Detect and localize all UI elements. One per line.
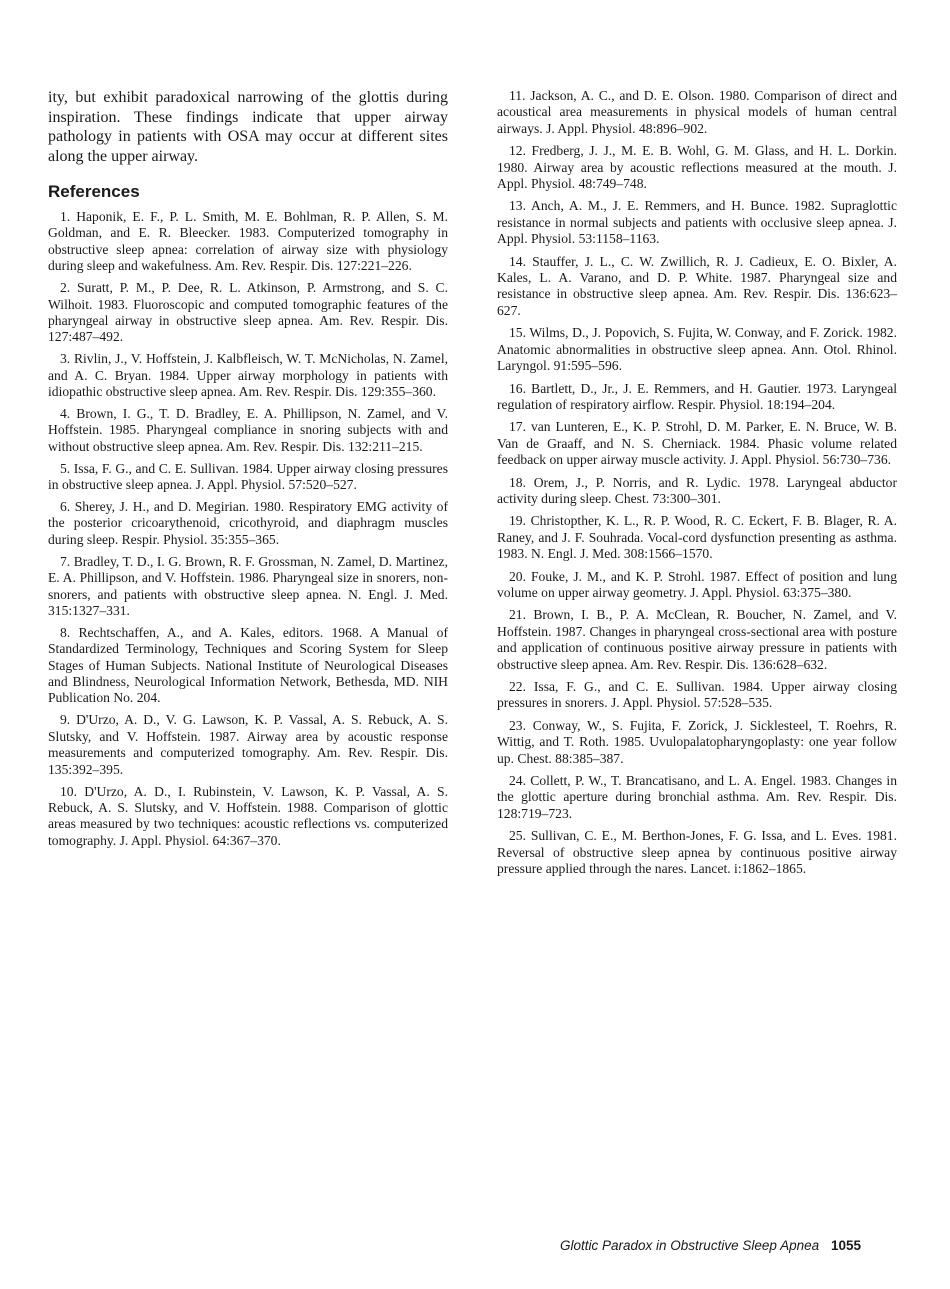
right-column [497, 88, 897, 883]
reference-item: 3. Rivlin, J., V. Hoffstein, J. Kalbfleisch, W. T. McNicholas, N. Zamel, and A. C. Bryan. 1984. Upper airway morphology in patients with idiopathic obstructive sleep apnea. Am. Rev. Respir. Dis. 129:355–360. [48, 351, 448, 400]
reference-item: 15. Wilms, D., J. Popovich, S. Fujita, W. Conway, and F. Zorick. 1982. Anatomic abnormalities in obstructive sleep apnea. Ann. Otol. Rhinol. Laryngol. 91:595–596. [497, 325, 897, 374]
reference-item: 14. Stauffer, J. L., C. W. Zwillich, R. J. Cadieux, E. O. Bixler, A. Kales, L. A. Varano, and D. P. White. 1987. Pharyngeal size and resistance in obstructive sleep apnea. Am. Rev. Respir. Dis. 136:623–627. [497, 253, 897, 318]
reference-item: 8. Rechtschaffen, A., and A. Kales, editors. 1968. A Manual of Standardized Terminology, Techniques and Scoring System for Sleep Stages of Human Subjects. National Institute of Neurological Diseases and Blindness, Neurological Information Network, Bethesda, MD. NIH Publication No. 204. [48, 624, 448, 706]
running-title: Glottic Paradox in Obstructive Sleep Apnea [560, 1238, 820, 1253]
reference-item: 18. Orem, J., P. Norris, and R. Lydic. 1978. Laryngeal abductor activity during sleep. Chest. 73:300–301. [497, 474, 897, 506]
reference-item: 19. Christopther, K. L., R. P. Wood, R. C. Eckert, F. B. Blager, R. A. Raney, and J. F. Souhrada. Vocal-cord dysfunction presenting as asthma. 1983. N. Engl. J. Med. 308:1566–1570. [497, 513, 897, 562]
reference-item: 12. Fredberg, J. J., M. E. B. Wohl, G. M. Glass, and H. L. Dorkin. 1980. Airway area by acoustic reflections measured at the mouth. J. Appl. Physiol. 48:749–748. [497, 143, 897, 192]
reference-item: 7. Bradley, T. D., I. G. Brown, R. F. Grossman, N. Zamel, D. Martinez, E. A. Phillipson, and V. Hoffstein. 1986. Pharyngeal size in snorers, non-snorers, and patients with obstructive sleep apnea. N. Engl. J. Med. 315:1327–331. [48, 553, 448, 618]
reference-item: 5. Issa, F. G., and C. E. Sullivan. 1984. Upper airway closing pressures in obstructive sleep apnea. J. Appl. Physiol. 57:520–527. [48, 460, 448, 493]
reference-item: 1. Haponik, E. F., P. L. Smith, M. E. Bohlman, R. P. Allen, S. M. Goldman, and E. R. Bleecker. 1983. Computerized tomography in obstructive sleep apnea: correlation of airway size with physiology during sleep and wakefulness. Am. Rev. Respir. Dis. 127:221–226. [48, 209, 448, 274]
page-number: 1055 [831, 1238, 862, 1253]
reference-item: 23. Conway, W., S. Fujita, F. Zorick, J. Sicklesteel, T. Roehrs, R. Wittig, and T. Roth. 1985. Uvulopalatopharyngoplasty: one year follow up. Chest. 88:385–387. [497, 717, 897, 766]
reference-item: 21. Brown, I. B., P. A. McClean, R. Boucher, N. Zamel, and V. Hoffstein. 1987. Changes in pharyngeal cross-sectional area with posture and application of continuous positive airway pressure in patients with obstructive sleep apnea. Am. Rev. Respir. Dis. 136:628–632. [497, 607, 897, 672]
reference-item: 17. van Lunteren, E., K. P. Strohl, D. M. Parker, E. N. Bruce, W. B. Van de Graaff, and N. S. Cherniack. 1984. Phasic volume related feedback on upper airway muscle activity. J. Appl. Physiol. 56:730–736. [497, 419, 897, 468]
reference-item: 25. Sullivan, C. E., M. Berthon-Jones, F. G. Issa, and L. Eves. 1981. Reversal of obstructive sleep apnea by continuous positive airway pressure applied through the nares. Lancet. i:1862–1865. [497, 828, 897, 877]
references-heading: References [48, 182, 140, 201]
reference-item: 22. Issa, F. G., and C. E. Sullivan. 1984. Upper airway closing pressures in snorers. J. Appl. Physiol. 57:528–535. [497, 679, 897, 711]
reference-item: 11. Jackson, A. C., and D. E. Olson. 1980. Comparison of direct and acoustical area measurements in physical models of human central airways. J. Appl. Physiol. 48:896–902. [497, 88, 897, 136]
reference-item: 16. Bartlett, D., Jr., J. E. Remmers, and H. Gautier. 1973. Laryngeal regulation of respiratory airflow. Respir. Physiol. 18:194–204. [497, 380, 897, 412]
reference-item: 9. D'Urzo, A. D., V. G. Lawson, K. P. Vassal, A. S. Rebuck, A. S. Slutsky, and V. Hoffstein. 1987. Airway area by acoustic response measurements and computerized tomography. Am. Rev. Respir. Dis. 135:392–395. [48, 712, 448, 777]
page-footer [560, 1238, 878, 1253]
reference-item: 24. Collett, P. W., T. Brancatisano, and L. A. Engel. 1983. Changes in the glottic aperture during bronchial asthma. Am. Rev. Respir. Dis. 128:719–723. [497, 773, 897, 821]
reference-item: 20. Fouke, J. M., and K. P. Strohl. 1987. Effect of position and lung volume on upper airway geometry. J. Appl. Physiol. 63:375–380. [497, 568, 897, 600]
reference-item: 4. Brown, I. G., T. D. Bradley, E. A. Phillipson, N. Zamel, and V. Hoffstein. 1985. Pharyngeal compliance in snoring subjects with and without obstructive sleep apnea. Am. Rev. Respir. Dis. 132:211–215. [48, 405, 448, 454]
reference-item: 13. Anch, A. M., J. E. Remmers, and H. Bunce. 1982. Supraglottic resistance in normal subjects and patients with occlusive sleep apnea. J. Appl. Physiol. 53:1158–1163. [497, 198, 897, 247]
intro-paragraph: ity, but exhibit paradoxical narrowing of the glottis during inspiration. These findings indicate that upper airway pathology in patients with OSA may occur at different sites along the upper airway. [48, 89, 448, 165]
reference-item: 10. D'Urzo, A. D., I. Rubinstein, V. Lawson, K. P. Vassal, A. S. Rebuck, A. S. Slutsky, and V. Hoffstein. 1988. Comparison of glottic areas measured by two techniques: acoustic reflections vs. computerized tomography. J. Appl. Physiol. 64:367–370. [48, 783, 448, 848]
left-column [48, 88, 448, 855]
reference-item: 2. Suratt, P. M., P. Dee, R. L. Atkinson, P. Armstrong, and S. C. Wilhoit. 1983. Fluoroscopic and computed tomographic features of the pharyngeal airway in obstructive sleep apnea. Am. Rev. Respir. Dis. 127:487–492. [48, 280, 448, 345]
reference-item: 6. Sherey, J. H., and D. Megirian. 1980. Respiratory EMG activity of the posterior cricoarythenoid, cricothyroid, and diaphragm muscles during sleep. Respir. Physiol. 35:355–365. [48, 499, 448, 547]
